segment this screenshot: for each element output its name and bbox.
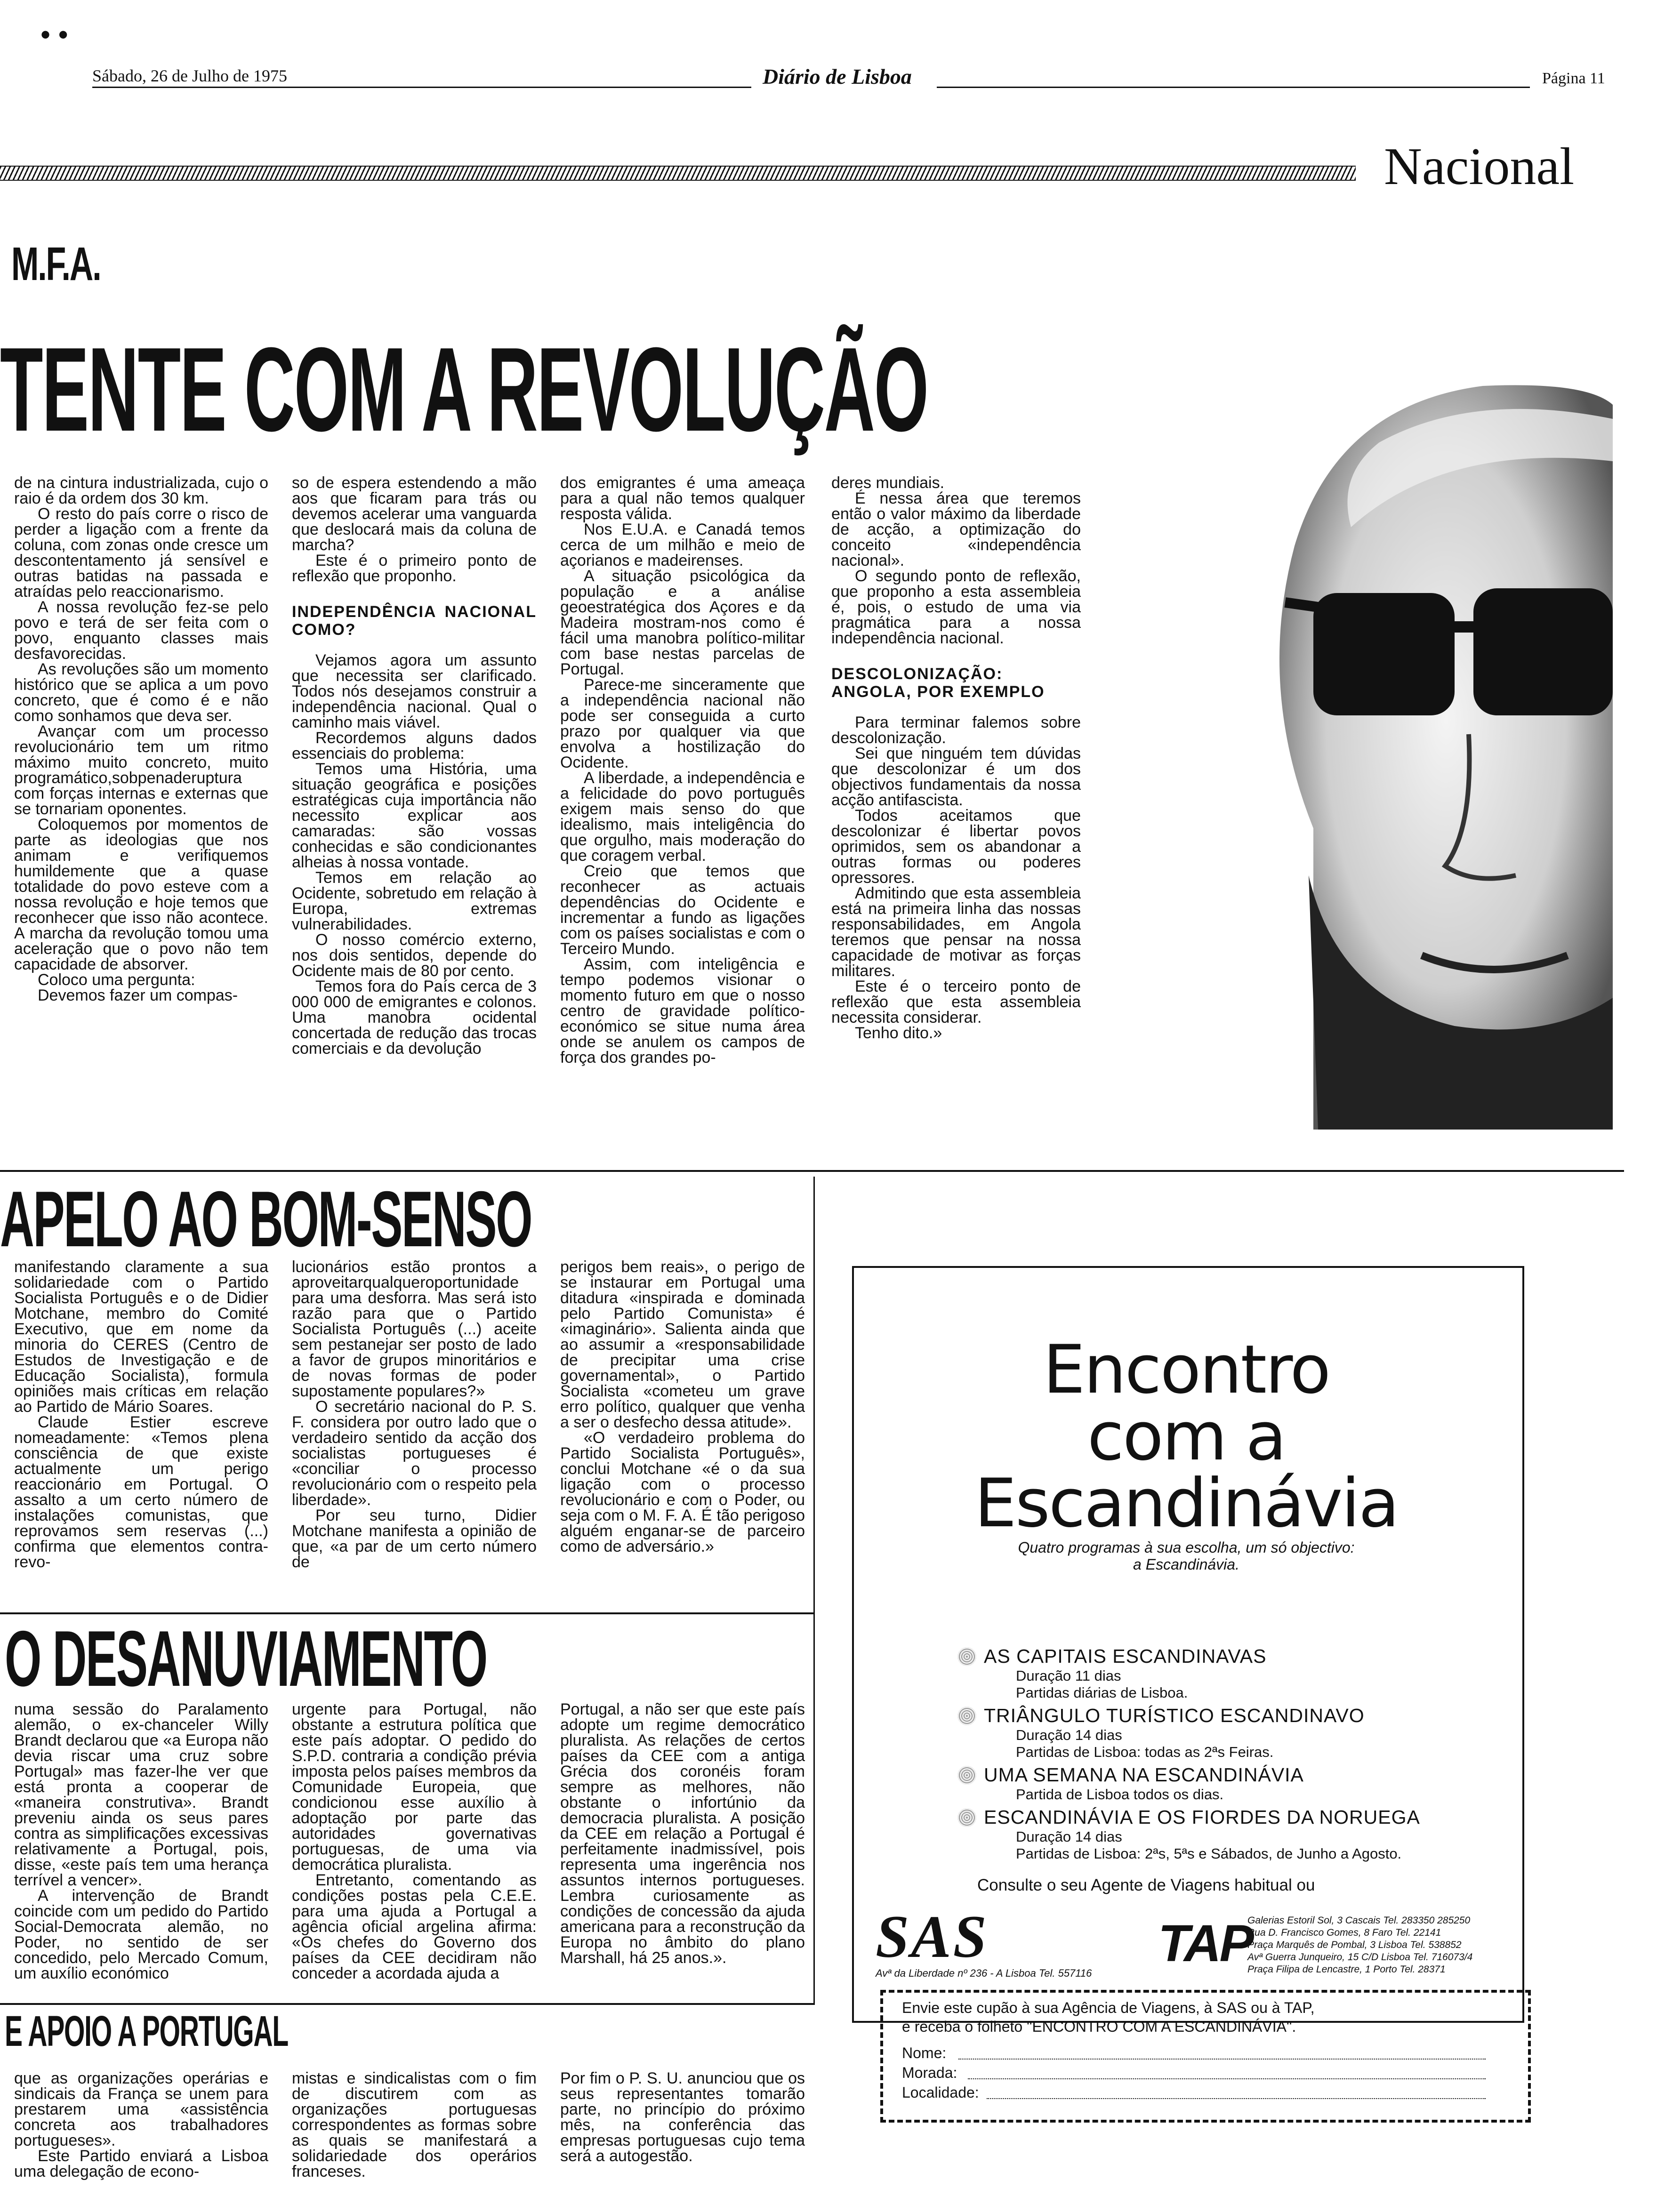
program-detail: Duração 14 dias: [1016, 1828, 1122, 1845]
paragraph: so de espera estendendo a mão aos que ficaram para trás ou devemos acelerar uma vanguarda que deslocará mais da coluna de marcha?: [292, 474, 537, 554]
name-field-line[interactable]: [958, 2059, 1486, 2060]
ad-title-line-2: com a: [1087, 1398, 1286, 1475]
paragraph: Este Partido enviará a Lisboa uma delegação de econo-: [14, 2147, 268, 2180]
article1-headline: TENTE COM A REVOLUÇÃO: [0, 322, 928, 456]
paragraph: Assim, com inteligência e tempo podemos visionar o momento futuro em que o nosso centro de gravidade político-económico se situe numa área onde se anulem os campos de força dos grandes po-: [560, 955, 805, 1066]
city-field-line[interactable]: [987, 2098, 1486, 2099]
paragraph: O nosso comércio externo, nos dois sentidos, depende do Ocidente mais de 80 por cento.: [292, 931, 537, 980]
paragraph: Todos aceitamos que descolonizar é libertar povos oprimidos, sem os abandonar a outras formas ou poderes opressores.: [831, 807, 1081, 887]
section-divider-1: [0, 1170, 1624, 1172]
article4-column-1: [14, 2071, 268, 2180]
paragraph: O resto do país corre o risco de perder a ligação com a frente da coluna, com zonas onde cresce um descontentamento já sensível e outras batidas na passada e atraídas pelo reaccionarismo.: [14, 505, 268, 601]
paragraph: A intervenção de Brandt coincide com um pedido do Partido Social-Democrata alemão, no Poder, no sentido de ser concedido, pelo Mercado Comum, um auxílio económico: [14, 1887, 268, 1982]
article3-column-2: [292, 1702, 537, 1981]
paragraph: Portugal, a não ser que este país adopte um regime democrático pluralista. As relações de certos países da CEE com a antiga Grécia dos coronéis foram sempre as melhores, não obstante o infortúnio da democracia pluralista. A posição da CEE em relação a Portugal é perfeitamente inadmissível, pois representa uma ingerência nos assuntos internos portugueses. Lembra curiosamente as condições de concessão da ajuda americana para a reconstrução da Europa no âmbito do plano Marshall, há 25 anos.».: [560, 1700, 805, 1967]
newspaper-name: Diário de Lisboa: [763, 64, 912, 88]
tap-address: Praça Marquês de Pombal, 3 Lisboa Tel. 538852: [1247, 1940, 1462, 1950]
sas-address: Avª da Liberdade nº 236 - A Lisboa Tel. 557116: [876, 1967, 1092, 1979]
paragraph: Recordemos alguns dados essenciais do problema:: [292, 729, 537, 762]
program-name: ESCANDINÁVIA E OS FIORDES DA NORUEGA: [984, 1806, 1420, 1828]
program-detail: Duração 11 dias: [1016, 1667, 1121, 1684]
coupon-text-1: Envie este cupão à sua Agência de Viagens, à SAS ou à TAP,: [902, 1999, 1315, 2016]
paragraph: Temos em relação ao Ocidente, sobretudo em relação à Europa, extremas vulnerabilidades.: [292, 869, 537, 933]
article4-column-2: [292, 2071, 537, 2180]
article1-kicker: M.F.A.: [11, 238, 101, 290]
paragraph: Tenho dito.»: [855, 1024, 942, 1042]
paragraph: de na cintura industrializada, cujo o raio é da ordem dos 30 km.: [14, 474, 268, 507]
coupon-text-2: e receba o folheto "ENCONTRO COM A ESCANDINÁVIA".: [902, 2018, 1296, 2035]
program-name: UMA SEMANA NA ESCANDINÁVIA: [984, 1764, 1304, 1786]
masthead-rule-right: [937, 87, 1530, 88]
ad-consult-text: Consulte o seu Agente de Viagens habitual ou: [977, 1876, 1315, 1894]
address-field-line[interactable]: [968, 2078, 1486, 2079]
article2-headline: APELO AO BOM-SENSO: [0, 1175, 532, 1263]
paragraph: A situação psicológica da população e a análise geoestratégica dos Açores e da Madeira mostram-nos como é fácil uma manobra político-militar com base nestas parcelas de Portugal.: [560, 567, 805, 678]
paragraph: Devemos fazer um compas-: [38, 986, 238, 1004]
top-dots: • •: [40, 19, 68, 50]
program-detail: Partidas de Lisboa: todas as 2ªs Feiras.: [1016, 1744, 1274, 1760]
ad-title-line-1: Encontro: [1043, 1331, 1330, 1409]
name-field-label: Nome:: [902, 2044, 947, 2061]
paragraph: Vejamos agora um assunto que necessita ser clarificado. Todos nós desejamos construir a independência nacional. Qual o caminho mais viável.: [292, 651, 537, 731]
globe-icon: [957, 1707, 976, 1725]
paragraph: Este é o terceiro ponto de reflexão que esta assembleia necessita considerar.: [831, 978, 1081, 1026]
paragraph: deres mundiais.: [831, 474, 945, 492]
paragraph: numa sessão do Paralamento alemão, o ex-chanceler Willy Brandt declarou que «a Europa não devia riscar uma cruz sobre Portugal» mas fazer-lhe ver que está pronta a cooperar de «maneira construtiva». Brandt preveniu ainda os seus pares contra as simplificações excessivas relativamente a Portugal, pois, disse, «este país tem uma herança terrível a vencer».: [14, 1700, 268, 1889]
paragraph: As revoluções são um momento histórico que se aplica a um povo concreto, que é como é e não como sonhamos que deva ser.: [14, 660, 268, 725]
article2-column-1: [14, 1259, 268, 1570]
paragraph: Nos E.U.A. e Canadá temos cerca de um milhão e meio de açorianos e madeirenses.: [560, 521, 805, 569]
sas-logo: SAS: [876, 1903, 989, 1970]
ad-program-2: [984, 1705, 1365, 1761]
paragraph: Coloco uma pergunta:: [38, 971, 195, 989]
tap-address: Galerias Estoril Sol, 3 Cascais Tel. 283350 285250: [1247, 1915, 1471, 1926]
tap-address: Praça Filipa de Lencastre, 1 Porto Tel. 28371: [1247, 1964, 1446, 1975]
article4-column-3: [560, 2071, 805, 2164]
paragraph: Temos fora do País cerca de 3 000 000 de emigrantes e colonos. Uma manobra ocidental concertada de redução das trocas comerciais e da devolução: [292, 978, 537, 1058]
address-field-label: Morada:: [902, 2064, 957, 2081]
tap-logo: TAP: [1158, 1915, 1252, 1972]
paragraph: Para terminar falemos sobre descolonização.: [831, 713, 1081, 747]
article2-column-2: [292, 1259, 537, 1570]
coupon[interactable]: [880, 1990, 1531, 2123]
article2-column-3: [560, 1259, 805, 1555]
tap-address: Rua D. Francisco Gomes, 8 Faro Tel. 22141: [1247, 1927, 1441, 1938]
speaker-photo: [1116, 264, 1613, 1130]
issue-date: Sábado, 26 de Julho de 1975: [92, 66, 287, 85]
masthead-rule-left: [92, 87, 751, 88]
vertical-divider: [813, 1177, 815, 2005]
paragraph: O segundo ponto de reflexão, que proponho a esta assembleia é, pois, o estudo de uma via pragmática para a nossa independência nacional.: [831, 567, 1081, 647]
paragraph: É nessa área que teremos então o valor máximo da liberdade de acção, a optimização do conceito «independência nacional».: [831, 489, 1081, 569]
article1-column-1: [14, 475, 268, 1003]
section-stripe: [0, 166, 1356, 181]
page-number: Página 11: [1542, 70, 1605, 87]
paragraph: perigos bem reais», o perigo de se instaurar em Portugal uma ditadura «inspirada e dominada pelo Partido Comunista» é «imaginário». Salienta ainda que ao assumir a «responsabilidade de precipitar uma crise governamental», o Partido Socialista «cometeu um grave erro político, qualquer que venha a ser o desfecho dessa atitude».: [560, 1258, 805, 1431]
paragraph: Avançar com um processo revolucionário tem um ritmo máximo muito concreto, muito programático,sobpenaderuptura com forças internas e externas que se tornariam oponentes.: [14, 722, 268, 818]
subhead-independencia: INDEPENDÊNCIA NACIONAL COMO?: [292, 603, 537, 639]
program-detail: Partida de Lisboa todos os dias.: [1016, 1786, 1224, 1803]
article3-column-3: [560, 1702, 805, 1966]
ad-title-line-3: Escandinávia: [974, 1465, 1398, 1542]
program-name: AS CAPITAIS ESCANDINAVAS: [984, 1645, 1267, 1667]
paragraph: mistas e sindicalistas com o fim de discutirem com as organizações portuguesas correspondentes as formas sobre as quais se manifestará a solidariedade dos operários franceses.: [292, 2069, 537, 2180]
paragraph: «O verdadeiro problema do Partido Socialista Português», conclui Motchane «é o da sua ligação com o processo revolucionário e com o Poder, ou seja com o M. F. A. É tão perigoso alguém enganar-se de parceiro como de adversário.»: [560, 1429, 805, 1555]
paragraph: Creio que temos que reconhecer as actuais dependências do Ocidente e incrementar a fundo as ligações com os países socialistas e com o Terceiro Mundo.: [560, 862, 805, 958]
subhead-descolonizacao: DESCOLONIZAÇÃO: ANGOLA, POR EXEMPLO: [831, 665, 1045, 701]
paragraph: A liberdade, a independência e a felicidade do povo português exigem mais senso do que idealismo, mais inteligência do que orgulho, mais moderação do que coragem verbal.: [560, 769, 805, 865]
program-name: TRIÂNGULO TURÍSTICO ESCANDINAVO: [984, 1705, 1365, 1726]
paragraph: Temos uma História, uma situação geográfica e posições estratégicas cuja importância não necessito explicar aos camaradas: são vossas conhecidas e são condicionantes alheias à nossa vontade.: [292, 760, 537, 871]
paragraph: Claude Estier escreve nomeadamente: «Temos plena consciência de que existe actualmente um perigo reaccionário em Portugal. O assalto a um certo número de instalações comunistas, que reprovamos sem reservas (...) confirma que elementos contra-revo-: [14, 1413, 268, 1571]
ad-subtitle: [861, 1539, 1511, 1573]
section-title: Nacional: [1384, 137, 1575, 196]
ad-subtitle-line-2: a Escandinávia.: [1133, 1556, 1239, 1573]
paragraph: lucionários estão prontos a aproveitarqualqueroportunidade para uma desforra. Mas será isto razão para que o Partido Socialista Português (...) aceite sem pestanejar ser posto de lado a favor de grupos minoritários e de novas formas de poder supostamente populares?»: [292, 1258, 537, 1400]
section-divider-3: [0, 2003, 813, 2005]
paragraph: manifestando claramente a sua solidariedade com o Partido Socialista Português e o de Didier Motchane, membro do Comité Executivo, que em nome da minoria do CERES (Centro de Estudos de Investigação e de Educação Socialista), formula opiniões mais críticas em relação ao Partido de Mário Soares.: [14, 1258, 268, 1416]
paragraph: Este é o primeiro ponto de reflexão que proponho.: [292, 552, 537, 585]
paragraph: Parece-me sinceramente que a independência nacional não pode ser conseguida a curto prazo por qualquer via que envolva a hostilização do Ocidente.: [560, 676, 805, 771]
ad-program-1: [984, 1645, 1266, 1701]
article1-column-4: [831, 475, 1081, 1041]
paragraph: A nossa revolução fez-se pelo povo e terá de ser feita com o povo, enquanto classes mais desfavorecidas.: [14, 598, 268, 663]
globe-icon: [957, 1808, 976, 1827]
ad-title: [861, 1331, 1511, 1542]
paragraph: Admitindo que esta assembleia está na primeira linha das nossas responsabilidades, em Angola teremos que pensar na nossa capacidade de motivar as forças militares.: [831, 884, 1081, 980]
paragraph: dos emigrantes é uma ameaça para a qual não temos qualquer resposta válida.: [560, 474, 805, 523]
tap-addresses: [1247, 1915, 1472, 1976]
city-field-label: Localidade:: [902, 2084, 979, 2101]
paragraph: urgente para Portugal, não obstante a estrutura política que este país adoptar. O pedido do S.P.D. contraria a condição prévia imposta pelos países membros da Comunidade Europeia, que condicionou esse auxílio à adoptação por parte das autoridades governativas portuguesas, de uma via democrática pluralista.: [292, 1700, 537, 1874]
paragraph: Por fim o P. S. U. anunciou que os seus representantes tomarão parte, no princípio do próximo mês, na conferência das empresas portuguesas cujo tema será a autogestão.: [560, 2069, 805, 2165]
ad-program-4: [984, 1806, 1420, 1862]
program-detail: Duração 14 dias: [1016, 1727, 1122, 1743]
article4-headline: E APOIO A PORTUGAL: [5, 2007, 288, 2055]
article3-column-1: [14, 1702, 268, 1981]
paragraph: Coloquemos por momentos de parte as ideologias que nos animam e verifiquemos humildemente que a quase totalidade do povo esteve com a nossa revolução e hoje temos que reconhecer que isso não acontece. A marcha da revolução tomou uma aceleração que o povo não tem capacidade de absorver.: [14, 816, 268, 973]
program-detail: Partidas diárias de Lisboa.: [1016, 1684, 1188, 1701]
globe-icon: [957, 1766, 976, 1785]
article1-column-3: [560, 475, 805, 1066]
ad-subtitle-line-1: Quatro programas à sua escolha, um só objectivo:: [1018, 1539, 1355, 1556]
ad-program-3: [984, 1764, 1304, 1803]
paragraph: que as organizações operárias e sindicais da França se unem para prestarem uma «assistência concreta aos trabalhadores portugueses».: [14, 2069, 268, 2149]
paragraph: O secretário nacional do P. S. F. considera por outro lado que o verdadeiro sentido da acção dos socialistas portugueses é «conciliar o processo revolucionário com o respeito pela liberdade».: [292, 1398, 537, 1509]
paragraph: Por seu turno, Didier Motchane manifesta a opinião de que, «a par de um certo número de: [292, 1507, 537, 1571]
paragraph: Entretanto, comentando as condições postas pela C.E.E. para uma ajuda a Portugal a agência oficial argelina afirma: «Os chefes do Governo dos países da CEE decidiram não conceder a acordada ajuda a: [292, 1871, 537, 1982]
article1-column-2: [292, 475, 537, 1057]
tap-address: Avª Guerra Junqueiro, 15 C/D Lisboa Tel. 716073/4: [1247, 1952, 1473, 1963]
program-detail: Partidas de Lisboa: 2ªs, 5ªs e Sábados, de Junho a Agosto.: [1016, 1845, 1402, 1862]
article3-headline: O DESANUVIAMENTO: [5, 1614, 487, 1703]
globe-icon: [957, 1647, 976, 1666]
paragraph: Sei que ninguém tem dúvidas que descolonizar é um dos objectivos fundamentais da nossa acção antifascista.: [831, 745, 1081, 809]
